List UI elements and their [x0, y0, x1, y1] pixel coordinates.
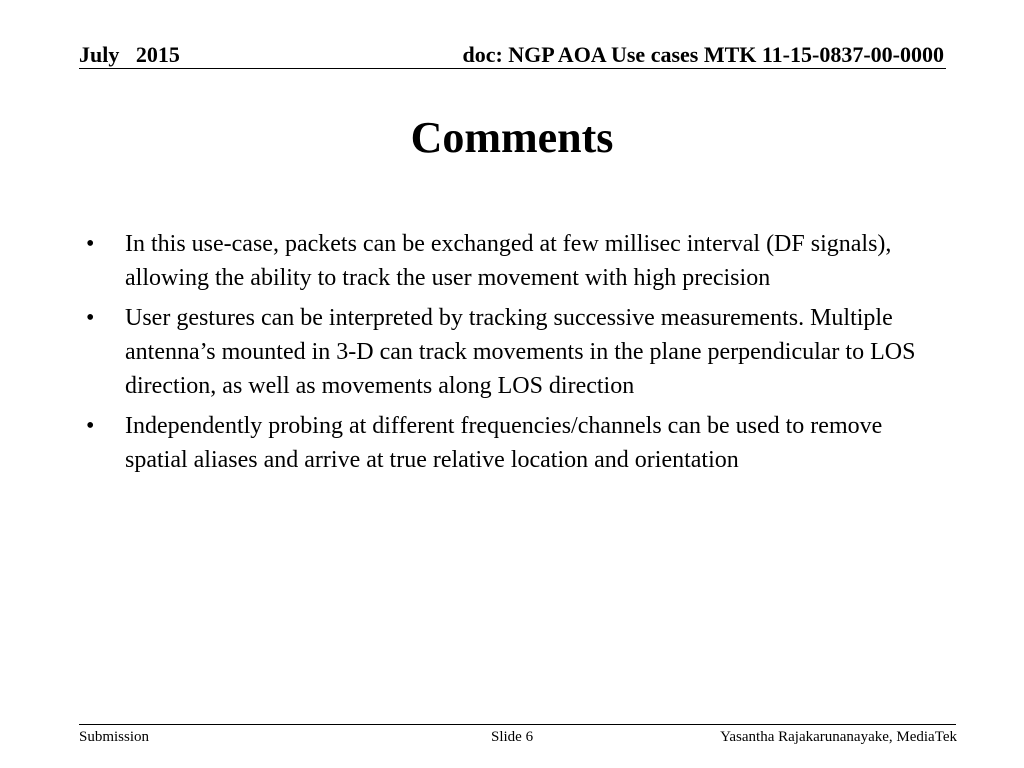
bullet-text: User gestures can be interpreted by tracking successive measurements. Multiple antenna’s mounted in 3-D can track movements in the plane perpendicular to LOS direction, as well as movements along LOS direction: [125, 305, 916, 399]
bullet-text: In this use-case, packets can be exchanged at few millisec interval (DF signals), allowing the ability to track the user movement with high precision: [125, 231, 892, 291]
bullet-text: Independently probing at different frequencies/channels can be used to remove spatial aliases and arrive at true relative location and orientation: [125, 413, 883, 473]
bullet-icon: •: [86, 413, 95, 439]
footer-submission: Submission: [79, 729, 150, 745]
footer-author: Yasantha Rajakarunanayake, MediaTek: [720, 729, 957, 745]
bullet-item: [86, 227, 946, 295]
header-divider: [79, 68, 946, 69]
header-doc-id: doc: NGP AOA Use cases MTK 11-15-0837-00-0000: [462, 42, 944, 67]
header-date: July 2015: [79, 42, 180, 67]
bullet-icon: •: [86, 305, 95, 331]
bullet-item: [86, 301, 946, 403]
bullet-icon: •: [86, 231, 95, 257]
footer-slide-number: Slide 6: [491, 729, 534, 745]
bullet-list: [86, 227, 946, 483]
footer-divider: [79, 724, 956, 725]
bullet-item: [86, 409, 946, 477]
slide-title: Comments: [410, 113, 614, 162]
